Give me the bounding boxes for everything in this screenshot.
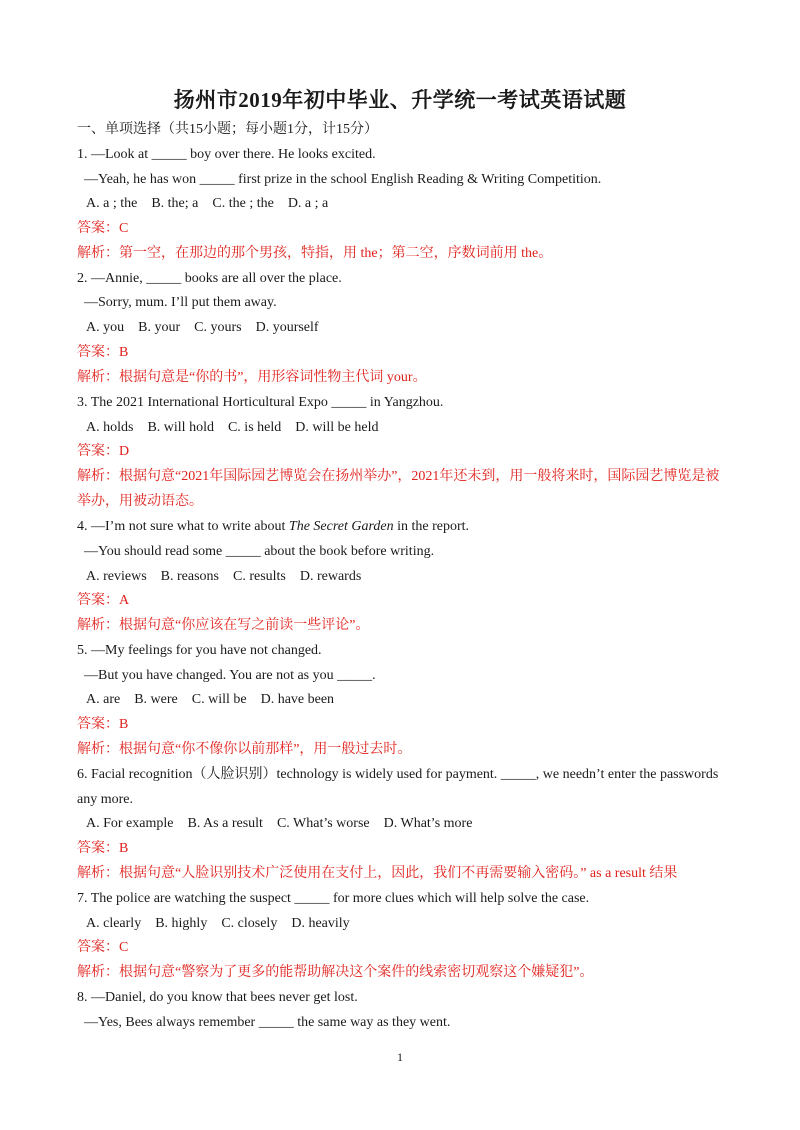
- question-1-options: [86, 195, 342, 213]
- analysis-2: 解析：根据句意是“你的书”，用形容词性物主代词 your。: [77, 370, 427, 385]
- analysis-6: 解析：根据句意“人脸识别技术广泛使用在支付上，因此，我们不再需要输入密码。” as a result 结果: [77, 866, 678, 881]
- option: A. a ; the: [86, 196, 138, 211]
- question-7-options: [86, 915, 364, 933]
- option: D. yourself: [255, 320, 319, 335]
- option: B. As a result: [187, 816, 263, 831]
- option: D. rewards: [299, 569, 362, 584]
- option: C. is held: [227, 420, 282, 435]
- answer-7: 答案：C: [77, 940, 129, 955]
- option: D. will be held: [295, 420, 379, 435]
- option: B. will hold: [147, 420, 214, 435]
- option: C. What’s worse: [276, 816, 370, 831]
- question-6-line-1: 6. Facial recognition（人脸识别）technology is widely used for payment. _____, we needn’t enter the passwords: [77, 767, 719, 782]
- option: B. the; a: [151, 196, 199, 211]
- question-2-options: [86, 319, 333, 337]
- option: A. you: [86, 320, 125, 335]
- option: C. closely: [221, 916, 278, 931]
- question-4-line-1: [77, 518, 469, 536]
- question-4-suffix: in the report.: [393, 519, 470, 534]
- analysis-1: 解析：第一空，在那边的那个男孩，特指，用 the；第二空，序数词前用 the。: [77, 246, 553, 261]
- answer-6: 答案：B: [77, 841, 129, 856]
- question-2-line-2: —Sorry, mum. I’ll put them away.: [84, 295, 277, 310]
- question-4-prefix: 4. —I’m not sure what to write about: [77, 519, 289, 534]
- analysis-4: 解析：根据句意“你应该在写之前读一些评论”。: [77, 618, 370, 633]
- option: D. have been: [260, 692, 335, 707]
- analysis-5: 解析：根据句意“你不像你以前那样”，用一般过去时。: [77, 742, 412, 757]
- answer-5: 答案：B: [77, 717, 129, 732]
- analysis-3-line-1: 解析：根据句意“2021年国际园艺博览会在扬州举办”，2021年还未到，用一般将来时，国际园艺博览是被: [77, 469, 720, 484]
- option: B. your: [138, 320, 181, 335]
- question-8-line-2: —Yes, Bees always remember _____ the same way as they went.: [84, 1015, 451, 1030]
- question-3-line-1: 3. The 2021 International Horticultural Expo _____ in Yangzhou.: [77, 395, 444, 410]
- question-6-options: [86, 815, 486, 833]
- analysis-7: 解析：根据句意“警察为了更多的能帮助解决这个案件的线索密切观察这个嫌疑犯”。: [77, 965, 594, 980]
- option: D. a ; a: [287, 196, 329, 211]
- section-header: 一、单项选择（共15小题；每小题1分，计15分）: [77, 122, 378, 137]
- option: A. clearly: [86, 916, 142, 931]
- option: A. reviews: [86, 569, 147, 584]
- option: C. results: [232, 569, 286, 584]
- page-title: 扬州市2019年初中毕业、升学统一考试英语试题: [173, 88, 627, 112]
- answer-2: 答案：B: [77, 345, 129, 360]
- question-1-line-1: 1. —Look at _____ boy over there. He looks excited.: [77, 147, 376, 162]
- question-5-line-2: —But you have changed. You are not as you _____.: [84, 668, 376, 683]
- option: D. heavily: [291, 916, 350, 931]
- option: A. are: [86, 692, 121, 707]
- option: A. For example: [86, 816, 174, 831]
- option: C. the ; the: [212, 196, 274, 211]
- answer-1: 答案：C: [77, 221, 129, 236]
- question-1-line-2: —Yeah, he has won _____ first prize in the school English Reading & Writing Competition.: [84, 172, 602, 187]
- option: C. will be: [191, 692, 247, 707]
- question-8-line-1: 8. —Daniel, do you know that bees never get lost.: [77, 990, 358, 1005]
- question-2-line-1: 2. —Annie, _____ books are all over the place.: [77, 271, 342, 286]
- question-5-line-1: 5. —My feelings for you have not changed.: [77, 643, 322, 658]
- option: D. What’s more: [383, 816, 473, 831]
- analysis-3-line-2: 举办，用被动语态。: [77, 494, 203, 509]
- option: B. highly: [155, 916, 208, 931]
- option: B. reasons: [160, 569, 219, 584]
- question-4-line-2: —You should read some _____ about the book before writing.: [84, 544, 435, 559]
- question-6-line-2: any more.: [77, 792, 133, 807]
- question-5-options: [86, 691, 348, 709]
- question-3-options: [86, 419, 392, 437]
- answer-3: 答案：D: [77, 444, 130, 459]
- book-title: The Secret Garden: [288, 519, 394, 534]
- option: A. holds: [86, 420, 134, 435]
- question-4-options: [86, 568, 375, 586]
- answer-4: 答案：A: [77, 593, 130, 608]
- page-number: 1: [397, 1050, 403, 1064]
- option: B. were: [134, 692, 178, 707]
- question-7-line-1: 7. The police are watching the suspect _____ for more clues which will help solve the case.: [77, 891, 590, 906]
- option: C. yours: [194, 320, 242, 335]
